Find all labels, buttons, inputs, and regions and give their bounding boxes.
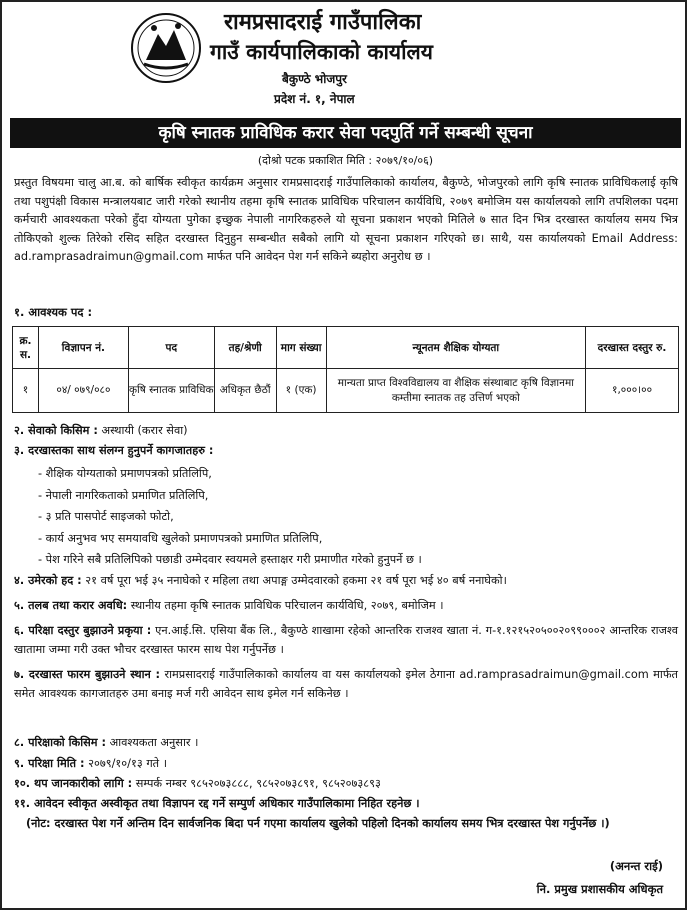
table-row (13, 369, 679, 413)
col-count: माग संख्या (276, 327, 326, 369)
section-7-label: ७. दरखास्त फारम बुझाउने स्थान : (14, 668, 161, 681)
col-fee: दरखास्त दस्तुर रु. (586, 327, 679, 369)
table-header-row (13, 327, 679, 369)
section-9-label: ९. परिक्षा मिति : (14, 757, 85, 770)
col-level: तह/श्रेणी (214, 327, 276, 369)
section-9-text: २०७९/१०/१३ गते । (88, 757, 167, 770)
col-post: पद (128, 327, 214, 369)
section-5-text: स्थानीय तहमा कृषि स्नातक प्राविधिक परिचालन कार्यविधि, २०७९, बमोजिम । (130, 599, 444, 612)
section-7 (14, 666, 678, 703)
province: प्रदेश नं. १, नेपाल (274, 92, 355, 106)
section-2-label: २. सेवाको किसिम : (14, 424, 98, 437)
list-item: - कार्य अनुभव भए समयावधि खुलेको प्रमाणपत्रको प्रमाणित प्रतिलिपि, (38, 531, 323, 545)
section-4-text: २१ वर्ष पूरा भई ३५ ननाघेको र महिला तथा अपाङ्ग उम्मेदवारको हकमा २१ वर्ष पूरा भई ४० बर्ष ननाघेको। (85, 574, 507, 587)
post-table (12, 326, 679, 413)
section-5 (14, 597, 678, 616)
cell-level: अधिकृत छैठौं (214, 369, 276, 413)
section-6-label: ६. परिक्षा दस्तुर बुझाउने प्रकृया : (14, 624, 152, 637)
section-9 (14, 755, 678, 774)
signatory-name: (अनन्त राई) (609, 859, 663, 873)
list-item: - शैक्षिक योग्यताको प्रमाणपत्रको प्रतिलिपि, (38, 467, 212, 480)
cell-count: १ (एक) (276, 369, 326, 413)
section-8-label: ८. परिक्षाको किसिम : (14, 736, 106, 749)
cell-adv-no: ०४/ ०७९/०८० (38, 369, 128, 413)
section-8 (14, 734, 678, 753)
section-10 (14, 775, 678, 794)
cell-qualification: मान्यता प्राप्त विश्वविद्यालय वा शैक्षिक संस्थाबाट कृषि विज्ञानमा कम्तीमा स्नातक तह उत्तिर्ण भएको (326, 369, 586, 413)
republish-date: (दोश्रो पटक प्रकाशित मिति : २०७९/१०/०६) (257, 154, 434, 167)
document-list (38, 463, 422, 571)
cell-sn: १ (13, 369, 39, 413)
section-10-label: १०. थप जानकारीको लागि : (14, 777, 133, 790)
cell-post: कृषि स्नातक प्राविधिक (128, 369, 214, 413)
section-4 (14, 572, 678, 591)
intro-paragraph: प्रस्तुत विषयमा चालु आ.ब. को बार्षिक स्वीकृत कार्यक्रम अनुसार रामप्रसादराई गाउँपालिकाको कार्यालय, बैकुण्ठे, भोजपुरको लागि कृषि स्नातक प्राविधिकलाई कृषि तथा पशुपंक्षी विकास मन्त्रालयबाट जारी गरेको स्थानीय तहमा कृषि स्नातक प्राविधिक परिचालन कार्यविधि, २०७९ बमोजिम यस कार्यालयको लागि तपशिलका पदमा कर्मचारी आवश्यकता परेको हुँदा योग्यता पुगेका इच्छुक नेपाली नागरिकहरुले यो सूचना प्रकाशन भएको मितिले ७ सात दिन भित्र दरखास्त कार्यालय समय भित्र तोकिएको शुल्क तिरेको रसिद सहित दरखास्त दिनुहुन सम्बन्धीत सबैको लागि यो सूचना प्रकाशन गरिएको छ। साथै, यस कार्यालयको Email Address: ad.ramprasadraimun@gmail.com मार्फत पनि आवेदन पेश गर्न सकिने ब्यहोरा अनुरोध छ । (14, 176, 678, 263)
section-2-text: अस्थायी (करार सेवा) (101, 424, 188, 437)
cell-fee: १,०००।०० (586, 369, 679, 413)
section-7-text: रामप्रसादराई गाउँपालिकाको कार्यालय वा यस कार्यालयको इमेल ठेगाना ad.ramprasadraimun@gmail.com मार्फत समेत आवश्यक कागजातहरु उमा बनाइ मर्ज गरी आवेदन साथ इमेल गर्न सकिनेछ । (14, 668, 678, 700)
col-adv-no: विज्ञापन नं. (38, 327, 128, 369)
section-11: ११. आवेदन स्वीकृत अस्वीकृत तथा विज्ञापन रद्द गर्ने सम्पुर्ण अधिकार गाउँपालिकामा निहित रहनेछ । (14, 797, 420, 810)
section-8-text: आवश्यकता अनुसार । (109, 736, 199, 749)
section-2 (14, 422, 678, 441)
col-sn: क्र. स. (13, 327, 39, 369)
section-6-text: एन.आई.सि. एसिया बैंक लि., बैकुण्ठे शाखामा रहेको आन्तरिक राजश्व खाता नं. ग-१.१२१५२०५००२०९९०००२ आन्तरिक राजश्व खातामा जम्मा गरी उक्त भौचर दरखास्त फारम साथ पेश गर्नुपर्नेछ । (14, 624, 678, 656)
list-item: - ३ प्रति पासपोर्ट साइजको फोटो, (38, 510, 174, 523)
signatory-title: नि. प्रमुख प्रशासकीय अधिकृत (536, 882, 663, 896)
office-location: बैकुण्ठे भोजपुर (282, 72, 347, 86)
col-qualification: न्यूनतम शैक्षिक योग्यता (326, 327, 586, 369)
section-10-text: सम्पर्क नम्बर ९८५२०७३८८८, ९८५२०७३८९१, ९८५२०७३८९३ (135, 777, 381, 790)
office-name: गाउँ कार्यपालिकाको कार्यालय (210, 40, 433, 64)
section-3-label: ३. दरखास्तका साथ संलग्न हुनुपर्ने कागजातहरु : (14, 444, 214, 457)
org-name: रामप्रसादराई गाउँपालिका (224, 10, 422, 35)
list-item: - नेपाली नागरिकताको प्रमाणित प्रतिलिपि, (38, 488, 209, 502)
nepal-emblem-logo (130, 12, 202, 84)
section-6 (14, 622, 678, 659)
list-item: - पेश गरिने सबै प्रतिलिपिको पछाडी उम्मेदवार स्वयमले हस्ताक्षर गरी प्रमाणीत गरेको हुनुपर्ने छ । (38, 553, 422, 566)
section-5-label: ५. तलब तथा करार अवधि: (14, 599, 128, 612)
notice-header (2, 2, 687, 114)
notice-title-banner: कृषि स्नातक प्राविधिक करार सेवा पदपुर्ति गर्ने सम्बन्धी सूचना (10, 118, 681, 148)
note: (नोट: दरखास्त पेश गर्ने अन्तिम दिन सार्वजनिक बिदा पर्न गएमा कार्यालय खुलेको पहिलो दिनको कार्यालय समय भित्र दरखास्त पेश गर्नुपर्नेछ ।) (26, 817, 610, 830)
section-4-label: ४. उमेरको हद : (14, 574, 82, 587)
section-1-title: १. आवश्यक पद : (14, 305, 93, 319)
